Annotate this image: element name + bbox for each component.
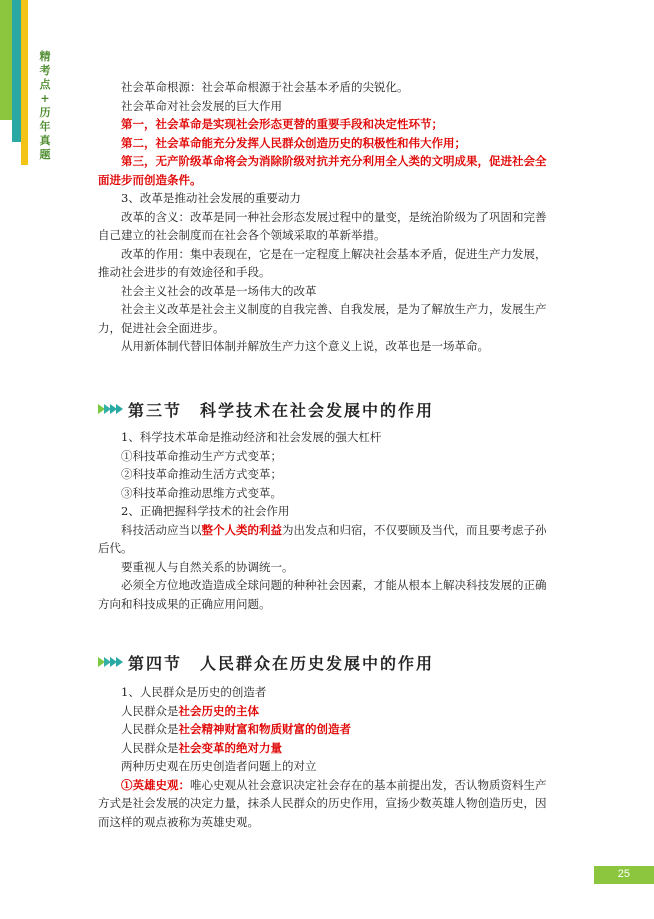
- page-number: 25: [617, 868, 630, 880]
- section-heading-4: [98, 650, 434, 674]
- list-item: ②科技革命推动生活方式变革；: [121, 467, 282, 481]
- key-point: 第三，无产阶级革命将会为消除阶级对抗并充分利用全人类的文明成果，促进社会全面进步而创造条件。: [98, 154, 547, 187]
- list-item: ①科技革命推动生产方式变革；: [121, 448, 282, 463]
- chevrons-icon: [98, 404, 122, 414]
- key-term: 整个人类的利益: [201, 522, 282, 537]
- side-label-char: +: [40, 92, 50, 105]
- key-point: 第一，社会革命是实现社会形态更替的重要手段和决定性环节；: [121, 117, 443, 131]
- paragraph: 两种历史观在历史创造者问题上的对立: [121, 759, 317, 773]
- list-item: [98, 720, 556, 739]
- paragraph: 社会主义改革是社会主义制度的自我完善、自我发展，是为了解放生产力，发展生产力，促进社会全面进步。: [98, 302, 547, 335]
- side-label-char: 考: [39, 64, 51, 77]
- side-label-char: 精: [39, 50, 51, 63]
- decor-bar-green: [0, 0, 12, 120]
- text: 科技活动应当以: [121, 522, 202, 537]
- list-item: [98, 702, 556, 721]
- paragraph: 必须全方位地改造造成全球问题的种种社会因素，才能从根本上解决科技发展的正确方向和科技成果的正确应用问题。: [98, 578, 547, 611]
- list-item: [98, 739, 556, 758]
- text: 人民群众是: [121, 703, 179, 718]
- side-label-char: 真: [39, 134, 51, 147]
- paragraph: 社会主义社会的改革是一场伟大的改革: [121, 283, 317, 298]
- side-label-char: 年: [39, 120, 51, 133]
- side-label-char: 历: [39, 106, 51, 119]
- list-item: ③科技革命推动思维方式变革。: [121, 485, 282, 500]
- paragraph: [98, 776, 556, 832]
- paragraph: 1、科学技术革命是推动经济和社会发展的强大杠杆: [121, 430, 382, 444]
- side-label: [37, 50, 53, 162]
- text: 为出发点和归宿，不仅要顾及当代，而且要考虑子孙后代。: [98, 522, 547, 555]
- side-label-char: 点: [39, 78, 51, 91]
- paragraph: 3、改革是推动社会发展的重要动力: [121, 191, 301, 205]
- paragraph: [98, 521, 556, 558]
- text: 唯心史观从社会意识决定社会存在的基本前提出发，否认物质资料生产方式是社会发展的决定力量，抹杀人民群众的历史作用，宣扬少数英雄人物创造历史，因而这样的观点被称为英雄史观。: [98, 777, 547, 829]
- decor-bar-teal: [12, 0, 21, 142]
- paragraph: 2、正确把握科学技术的社会作用: [121, 504, 290, 518]
- decor-bar-yellow: [21, 0, 28, 165]
- text: 人民群众是: [121, 722, 179, 736]
- key-term: 社会精神财富和物质财富的创造者: [178, 722, 351, 736]
- paragraph: 社会革命对社会发展的巨大作用: [121, 98, 282, 113]
- block-section-4: [98, 683, 556, 831]
- paragraph: 社会革命根源：社会革命根源于社会基本矛盾的尖锐化。: [121, 80, 409, 94]
- paragraph: 要重视人与自然关系的协调统一。: [121, 559, 294, 574]
- block-section-3: [98, 428, 556, 613]
- paragraph: 改革的作用：集中表现在，它是在一定程度上解决社会基本矛盾，促进生产力发展，推动社会进步的有效途径和手段。: [98, 246, 547, 279]
- text: 人民群众是: [121, 740, 179, 755]
- key-point: 第二，社会革命能充分发挥人民群众创造历史的积极性和伟大作用；: [121, 135, 466, 150]
- block-social-revolution: [98, 78, 556, 356]
- paragraph: 改革的含义：改革是同一种社会形态发展过程中的量变，是统治阶级为了巩固和完善自己建立的社会制度而在社会各个领域采取的革新举措。: [98, 209, 547, 242]
- section-title: 第三节 科学技术在社会发展中的作用: [128, 400, 435, 420]
- side-label-char: 题: [39, 148, 51, 161]
- section-heading-3: [98, 397, 434, 421]
- page-number-bar: [594, 866, 654, 884]
- key-term: ①英雄史观：: [121, 777, 190, 792]
- paragraph: 从用新体制代替旧体制并解放生产力这个意义上说，改革也是一场革命。: [121, 339, 489, 353]
- section-title: 第四节 人民群众在历史发展中的作用: [128, 653, 435, 673]
- paragraph: 1、人民群众是历史的创造者: [121, 685, 267, 699]
- chevrons-icon: [98, 657, 122, 667]
- key-term: 社会变革的绝对力量: [178, 740, 282, 755]
- key-term: 社会历史的主体: [178, 703, 259, 718]
